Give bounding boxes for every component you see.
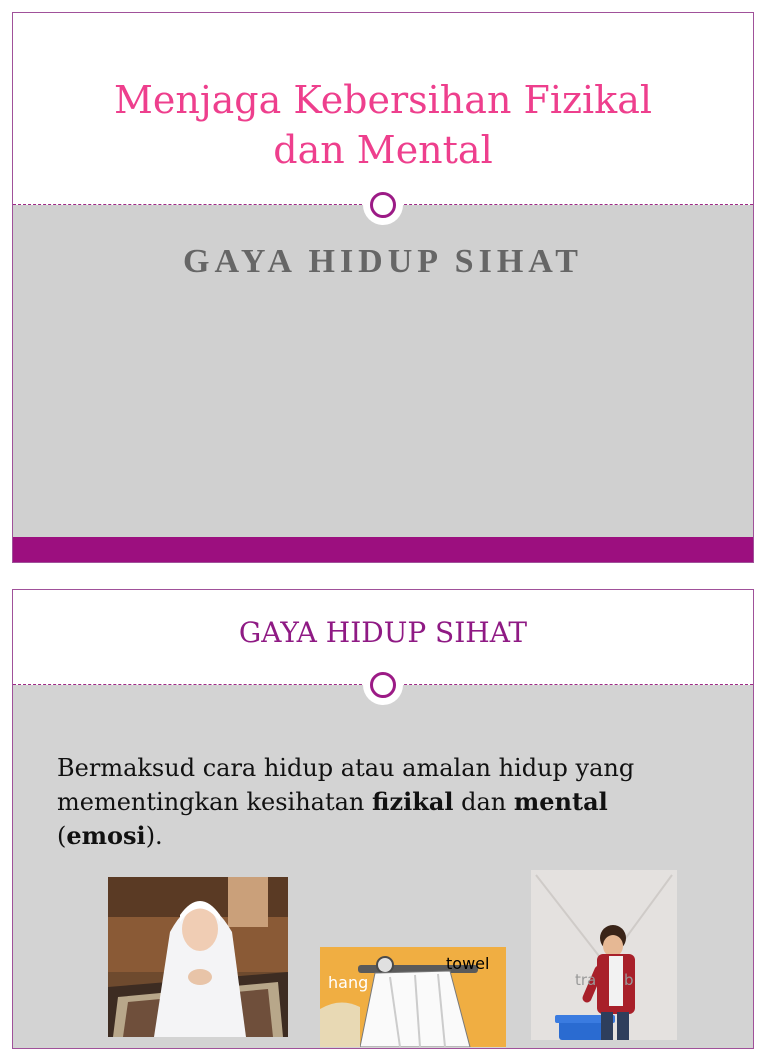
slide-1-footer-band — [13, 537, 753, 563]
hang-towel-photo — [320, 947, 506, 1047]
emphasis-fizikal: fizikal — [372, 787, 454, 816]
hang-label: hang — [328, 973, 369, 992]
towel-label: towel — [446, 954, 490, 973]
emphasis-mental: mental — [513, 787, 608, 816]
slide-1 — [12, 12, 754, 563]
trash-label-part-2: b — [624, 971, 634, 989]
slide-2-body-text: Bermaksud cara hidup atau amalan hidup yang mementingkan kesihatan fizikal dan mental (emosi). — [57, 754, 635, 850]
slide-2 — [12, 589, 754, 1049]
trash-label-part-1: tra — [575, 971, 597, 989]
circle-ornament-icon — [363, 665, 403, 705]
slide-2-title: GAYA HIDUP SIHAT — [238, 616, 528, 649]
slide-1-title: Menjaga Kebersihan Fizikal dan Mental — [113, 78, 653, 172]
emphasis-emosi: emosi — [66, 821, 146, 850]
slide-1-subtitle: GAYA HIDUP SIHAT — [183, 243, 583, 280]
praying-girl-photo — [108, 877, 288, 1037]
boy-trash-bin-photo — [531, 870, 677, 1040]
circle-ornament-icon — [363, 185, 403, 225]
